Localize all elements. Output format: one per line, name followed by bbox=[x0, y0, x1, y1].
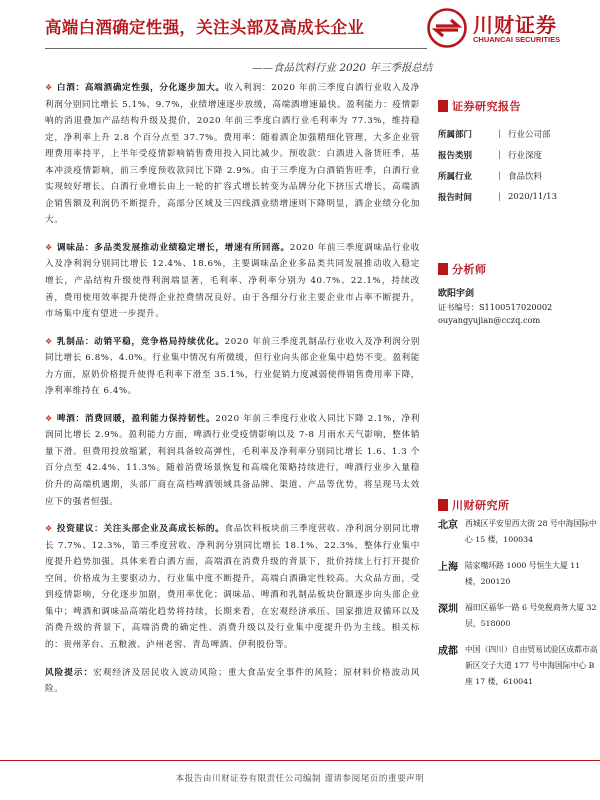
analyst-info bbox=[438, 288, 552, 327]
info-value: 行业公司部 bbox=[508, 129, 551, 140]
paragraph-dairy bbox=[45, 334, 420, 400]
analyst-name: 欧阳宇剑 bbox=[438, 289, 475, 299]
info-row: 报告类别 | 行业深度 bbox=[438, 149, 543, 161]
logo-en-text: CHUANCAI SECURITIES bbox=[473, 35, 561, 44]
analyst-header-label: 分析师 bbox=[452, 263, 487, 276]
address-item bbox=[438, 558, 598, 590]
info-label: 报告时间 bbox=[438, 192, 473, 203]
risk-warning bbox=[45, 665, 420, 698]
paragraph-text: 2020 年前三季度乳制品行业收入及净利润分别同比增长 6.8%、4.0%。行业集中情况有所微缓，但行业向头部企业集中趋势不变。盈利能力方面，原奶价格提升使得毛利率下滑至 35.1%，行业促销力度减弱使得销售费用率下降，净利率维持在 6.4%。 bbox=[45, 336, 420, 397]
diamond-bullet-icon: ❖ bbox=[45, 413, 53, 423]
address-city: 北京 bbox=[438, 520, 458, 531]
paragraph-beer bbox=[45, 411, 420, 510]
logo-cn-text: 川财证券 bbox=[473, 13, 557, 37]
red-square-icon bbox=[438, 100, 448, 112]
info-row: 报告时间 | 2020/11/13 bbox=[438, 191, 557, 203]
info-value: 食品饮料 bbox=[508, 171, 543, 182]
address-city: 成都 bbox=[438, 646, 458, 657]
logo-mark-icon bbox=[427, 8, 467, 48]
paragraph-baijiu bbox=[45, 80, 420, 229]
paragraph-head: 乳制品：动销平稳，竞争格局持续优化。 bbox=[56, 336, 225, 347]
risk-text: 宏观经济及居民收入波动风险；重大食品安全事件的风险；原材料价格波动风险。 bbox=[45, 667, 420, 695]
report-subtitle: ——食品饮料行业 2020 年三季报总结 bbox=[252, 62, 433, 74]
address-text: 西城区平安里西大街 28 号中海国际中心 15 楼，100034 bbox=[465, 519, 597, 544]
diamond-bullet-icon: ❖ bbox=[45, 524, 53, 534]
info-label: 报告类别 bbox=[438, 150, 473, 161]
address-city: 深圳 bbox=[438, 604, 458, 615]
address-text: 福田区福华一路 6 号免税商务大厦 32 层，518000 bbox=[465, 603, 597, 628]
report-type-header bbox=[438, 98, 521, 114]
red-square-icon bbox=[438, 263, 448, 275]
info-label: 所属部门 bbox=[438, 129, 473, 140]
risk-head: 风险提示： bbox=[45, 667, 94, 678]
paragraph-text: 食品饮料板块前三季度营收、净利润分别同比增长 7.7%、12.3%，第三季度营收、净利润分别同比增长 18.1%、22.3%，整体行业集中度提升趋势加强。具体来看白酒方面，高端酒在消费升级的背景下，批价持续上行打开提价空间，价格成为主要驱动力，行业集中度不断提升，高端白酒确定性较高。大众品方面，受到疫情影响，分化逐步加剧，费用率优化；调味品、啤酒和乳制品板块份额逐步向头部企业集中；啤酒和调味品高端化趋势将持续，长期来看，在宏观经济承压、国家推进双循环以及消费升级的背景下，高端消费的确定性、消费升级以及行业集中度提升仍为主线。相关标的：贵州茅台、五粮液、泸州老窖、青岛啤酒、伊利股份等。 bbox=[45, 524, 420, 650]
report-info-table bbox=[438, 123, 598, 207]
info-value: 2020/11/13 bbox=[508, 191, 557, 202]
report-body bbox=[45, 80, 420, 709]
title-divider bbox=[45, 48, 427, 49]
address-text: 陆家嘴环路 1000 号恒生大厦 11 楼，200120 bbox=[465, 561, 581, 586]
paragraph-text: 2020 年前三季度调味品行业收入及净利润分别同比增长 12.4%、18.6%，主要调味品企业多品类共同发展推动收入稳定增长，产品结构升级使得利润端显著，毛利率、净利率分别为 40.7%、22.1%，持续改善，费用使用效率提升使得企业控费情况良好。由于各细分行业主要企业市占率不断提升，市场集中度有望进一步提升。 bbox=[45, 242, 420, 320]
company-logo bbox=[427, 4, 597, 50]
paragraph-head: 白酒：高端酒确定性强，分化逐步加大。 bbox=[56, 83, 225, 93]
analyst-header bbox=[438, 261, 487, 277]
paragraph-investment bbox=[45, 521, 420, 653]
paragraph-condiment bbox=[45, 240, 420, 323]
footer-divider bbox=[0, 760, 600, 761]
paragraph-head: 投资建议：关注头部企业及高成长标的。 bbox=[56, 524, 225, 535]
paragraph-head: 啤酒：消费回暖，盈利能力保持韧性。 bbox=[56, 413, 216, 424]
paragraph-text: 收入利润：2020 年前三季度白酒行业收入及净利润分别同比增长 5.1%、9.7%，业绩增速逐步放缓，高端酒增速最快。盈利能力：疫情影响的消退叠加产品结构升级及提价，2020 年前三季度白酒行业毛利率为 77.3%，维持稳定，净利率上升 2.8 个百分点至 37.7%。费用率：随着酒企加强精细化管理，大多企业管理费用率持平，上半年受疫情影响销售费用投入同比减少。预收款：白酒进入备货旺季，基本冲淡疫情影响，前三季度预收款同比下降 2.9%。由于三季度为白酒销售旺季，白酒行业实现较好增长。白酒行业增长由上一轮的扩容式增长转变为品牌分化下挤压式增长，高端酒企销售额及利润仍不断提升，高部分区域及三四线酒业绩增速则下降明显，酒企业绩分化加大。 bbox=[45, 83, 420, 226]
address-item bbox=[438, 642, 598, 690]
red-square-icon bbox=[438, 499, 448, 511]
report-title: 高端白酒确定性强，关注头部及高成长企业 bbox=[45, 18, 365, 37]
diamond-bullet-icon: ❖ bbox=[45, 336, 53, 346]
diamond-bullet-icon: ❖ bbox=[45, 83, 53, 92]
paragraph-text: 2020 年前三季度行业收入同比下降 2.1%，净利润同比增长 2.9%。盈利能力方面，啤酒行业受疫情影响以及 7-8 月雨水天气影响，整体销量下滑。但费用投放缩紧，利润具备较高弹性，毛利率及净利率分别同比增长 1.6、1.3 个百分点至 42.4%、11.3%。随着消费场景恢复和高端化策略持续进行，啤酒行业步入量稳价升的高端机遇期，头部厂商在高档啤酒领域具备品牌、渠道、产品等优势，将呈现马太效应下的强者恒强。 bbox=[45, 413, 420, 507]
address-item bbox=[438, 600, 598, 632]
report-type-label: 证券研究报告 bbox=[452, 100, 521, 113]
institute-header-label: 川财研究所 bbox=[452, 499, 510, 512]
info-label: 所属行业 bbox=[438, 171, 473, 182]
paragraph-head: 调味品：多品类发展推动业绩稳定增长，增速有所回落。 bbox=[56, 242, 290, 253]
address-item bbox=[438, 516, 598, 548]
address-city: 上海 bbox=[438, 562, 458, 573]
institute-header bbox=[438, 497, 510, 513]
office-addresses bbox=[438, 516, 598, 700]
analyst-cert: 证书编号：S1100517020002 bbox=[438, 302, 553, 312]
info-row: 所属行业 | 食品饮料 bbox=[438, 170, 543, 182]
address-text: 中国（四川）自由贸易试验区成都市高新区交子大道 177 号中海国际中心 B 座 17 楼，610041 bbox=[465, 645, 598, 686]
analyst-email[interactable]: ouyangyujian@cczq.com bbox=[438, 315, 541, 325]
diamond-bullet-icon: ❖ bbox=[45, 242, 53, 252]
info-value: 行业深度 bbox=[508, 150, 543, 161]
footer-disclaimer: 本报告由川财证券有限责任公司编制 谨请参阅尾页的重要声明 bbox=[175, 774, 425, 784]
info-row: 所属部门 | 行业公司部 bbox=[438, 128, 551, 140]
